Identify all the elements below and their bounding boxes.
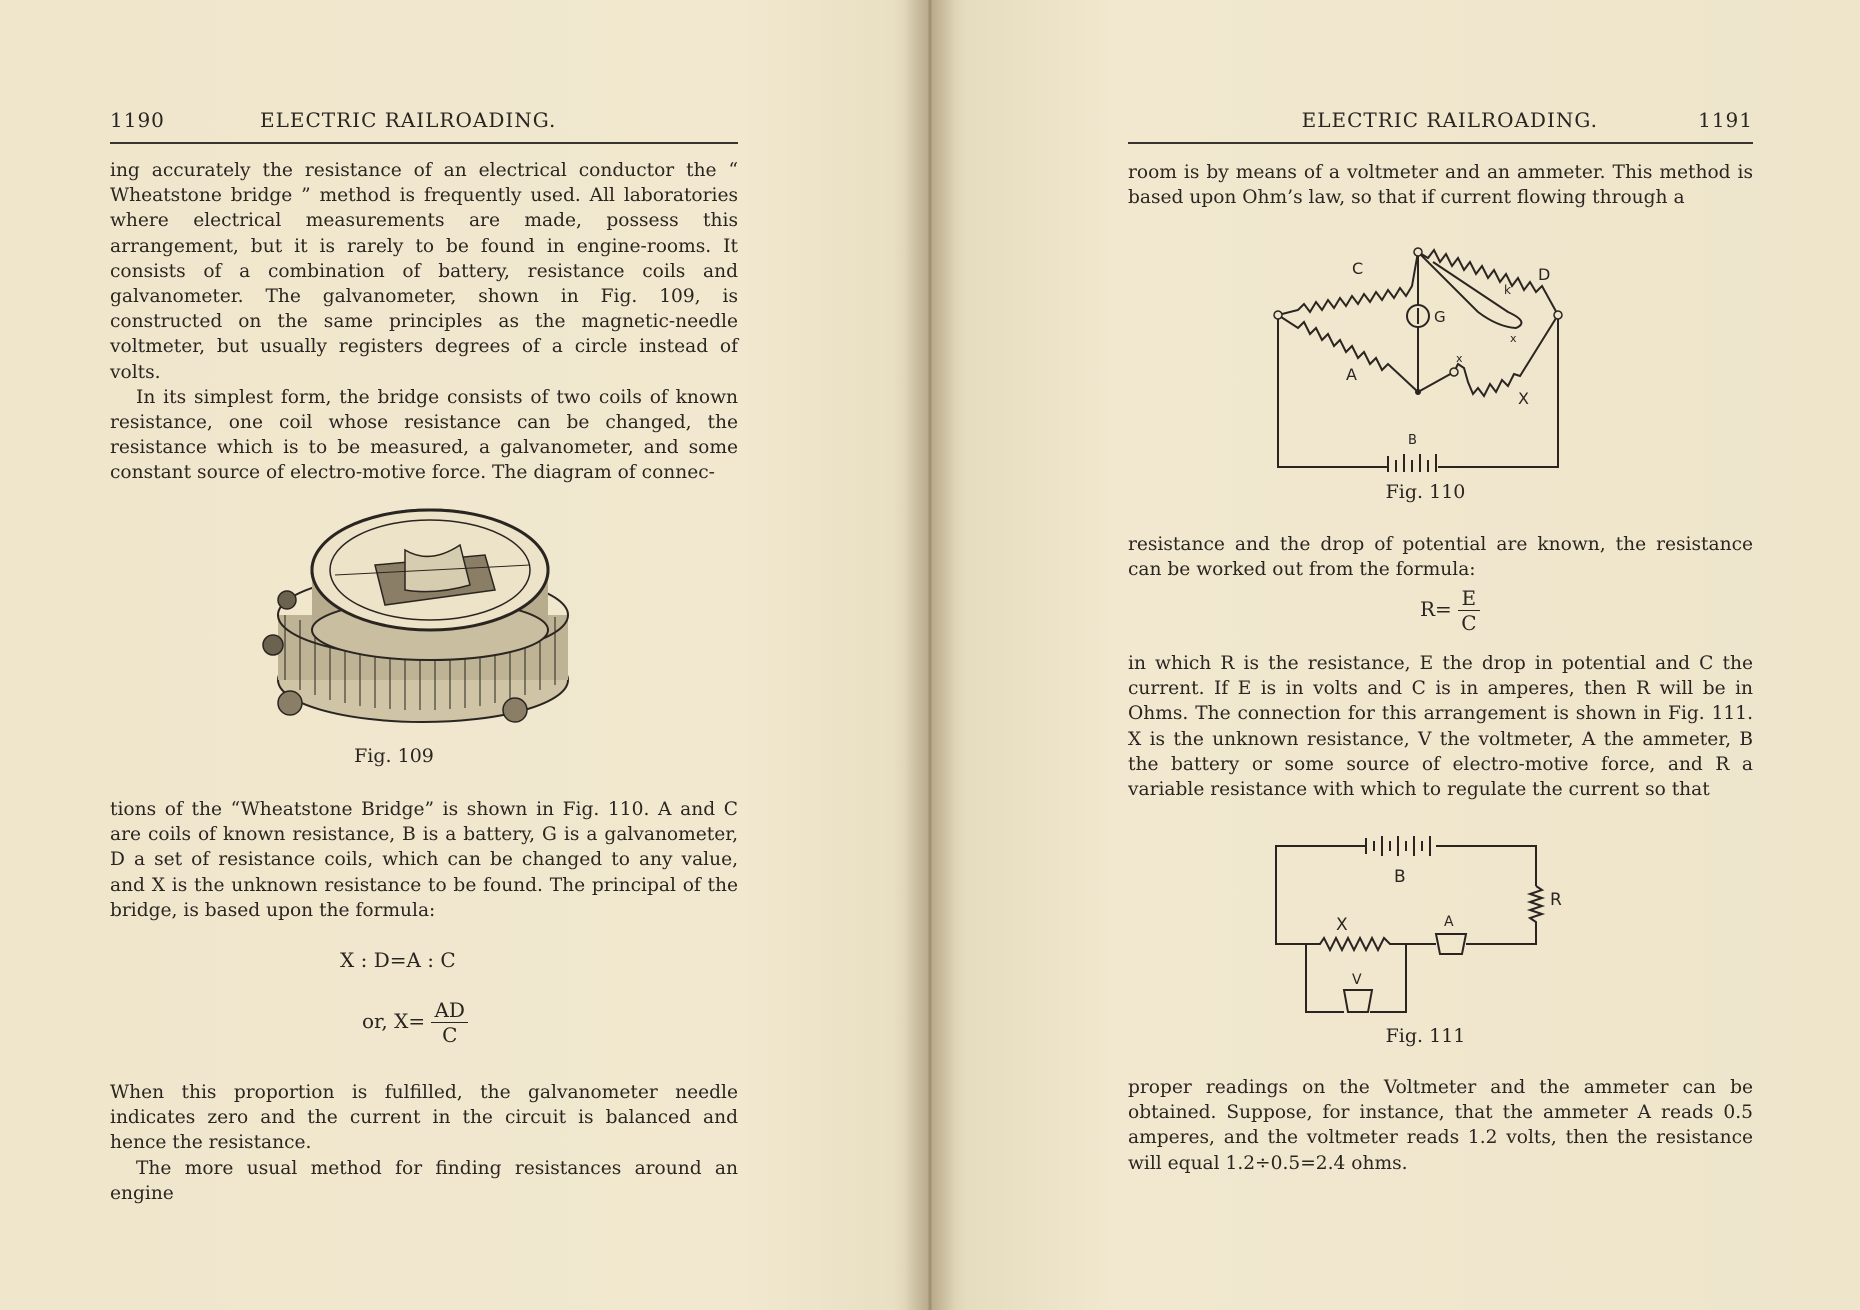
fig110-wheatstone-diagram	[1268, 232, 1608, 472]
right-running-title: ELECTRIC RAILROADING.	[1301, 108, 1598, 132]
fig110-label-c: C	[1352, 259, 1364, 278]
fig110-label-x-small: x	[1456, 352, 1463, 365]
fig109-caption: Fig. 109	[354, 745, 434, 767]
formula-x-fraction	[431, 998, 467, 1047]
left-page-number: 1190	[110, 108, 165, 132]
right-text-block-1	[1128, 160, 1753, 210]
fig110-label-x-small-2: x	[1510, 332, 1517, 345]
right-paragraph-4: proper readings on the Voltmeter and the ammeter can be obtained. Suppose, for instance, that the ammeter A reads 0.5 amperes, and the voltmeter reads 1.2 volts, then the resistance will equal 1.2÷0.5=2.4 ohms.	[1128, 1077, 1753, 1174]
right-paragraph-3: in which R is the resistance, E the drop in potential and C the current. If E is in volts and C is in amperes, then R will be in Ohms. The connection for this arrangement is shown in Fig. 111. X is the unknown resistance, V the voltmeter, A the ammeter, B the battery or some source of electro-motive force, and R a variable resistance with which to regulate the current so that	[1128, 653, 1753, 801]
fig111-label-x: X	[1336, 915, 1348, 935]
fig110-label-a: A	[1346, 365, 1357, 384]
formula-proportion: X : D=A : C	[340, 948, 456, 972]
right-page-number: 1191	[1698, 108, 1753, 132]
fig110-label-x: X	[1518, 389, 1529, 408]
left-paragraph-4: When this proportion is fulfilled, the galvanometer needle indicates zero and the current in the circuit is balanced and hence the resistance.	[110, 1082, 738, 1154]
fig111-caption: Fig. 111	[1385, 1025, 1466, 1047]
left-text-block-3	[110, 1080, 738, 1206]
fig111-label-r: R	[1550, 890, 1562, 910]
formula-r-fraction	[1458, 586, 1479, 635]
fig110-label-g: G	[1434, 308, 1446, 326]
left-header-rule	[110, 142, 738, 144]
right-paragraph-2: resistance and the drop of potential are known, the resistance can be worked out from the formula:	[1128, 534, 1753, 581]
right-text-block-3	[1128, 651, 1753, 802]
formula-r-denominator: C	[1461, 611, 1477, 635]
left-paragraph-3: tions of the “Wheatstone Bridge” is shown in Fig. 110. A and C are coils of known resistance, B is a battery, G is a galvanometer, D a set of resistance coils, which can be changed to any value, and X is the unknown resistance to be found. The principal of the bridge, is based upon the formula:	[110, 799, 738, 921]
left-text-block-1	[110, 158, 738, 486]
left-running-title: ELECTRIC RAILROADING.	[260, 108, 557, 132]
left-text-block-2	[110, 797, 738, 923]
formula-x-prefix: or, X=	[362, 1009, 426, 1033]
fig111-label-v: V	[1352, 972, 1362, 988]
formula-r-numerator: E	[1458, 586, 1479, 611]
formula-x-numerator: AD	[431, 998, 467, 1023]
left-paragraph-1: ing accurately the resistance of an electrical conductor the “ Wheatstone bridge ” method is frequently used. All laboratories where electrical measurements are made, possess this arrangement, but it is rarely to be found in engine-rooms. It consists of a combination of battery, resistance coils and galvanometer. The galvanometer, shown in Fig. 109, is constructed on the same principles as the magnetic-needle voltmeter, but usually registers degrees of a circle instead of volts.	[110, 160, 738, 383]
fig111-label-b: B	[1394, 867, 1406, 887]
right-text-block-4	[1128, 1075, 1753, 1176]
left-page	[110, 0, 738, 1310]
formula-r-equals	[1420, 586, 1480, 635]
formula-x-equals	[362, 998, 468, 1047]
right-paragraph-1: room is by means of a voltmeter and an ammeter. This method is based upon Ohm’s law, so that if current flowing through a	[1128, 162, 1753, 209]
right-text-block-2	[1128, 532, 1753, 582]
fig110-label-b: B	[1408, 433, 1417, 448]
fig110-label-d: D	[1538, 265, 1551, 284]
fig110-label-k: k	[1504, 283, 1511, 297]
book-gutter	[905, 0, 955, 1310]
left-paragraph-2: In its simplest form, the bridge consists of two coils of known resistance, one coil whose resistance can be changed, the resistance which is to be measured, a galvanometer, and some constant source of electro-motive force. The diagram of connec-	[110, 386, 738, 484]
right-header-rule	[1128, 142, 1753, 144]
fig111-label-a: A	[1444, 914, 1454, 930]
fig111-volt-ammeter-diagram	[1266, 826, 1566, 1026]
left-paragraph-5: The more usual method for finding resistances around an engine	[110, 1157, 738, 1204]
right-page	[1128, 0, 1753, 1310]
formula-r-prefix: R=	[1420, 597, 1452, 621]
fig110-caption: Fig. 110	[1385, 481, 1466, 503]
galvanometer-illustration	[255, 495, 590, 735]
formula-x-denominator: C	[442, 1023, 458, 1047]
